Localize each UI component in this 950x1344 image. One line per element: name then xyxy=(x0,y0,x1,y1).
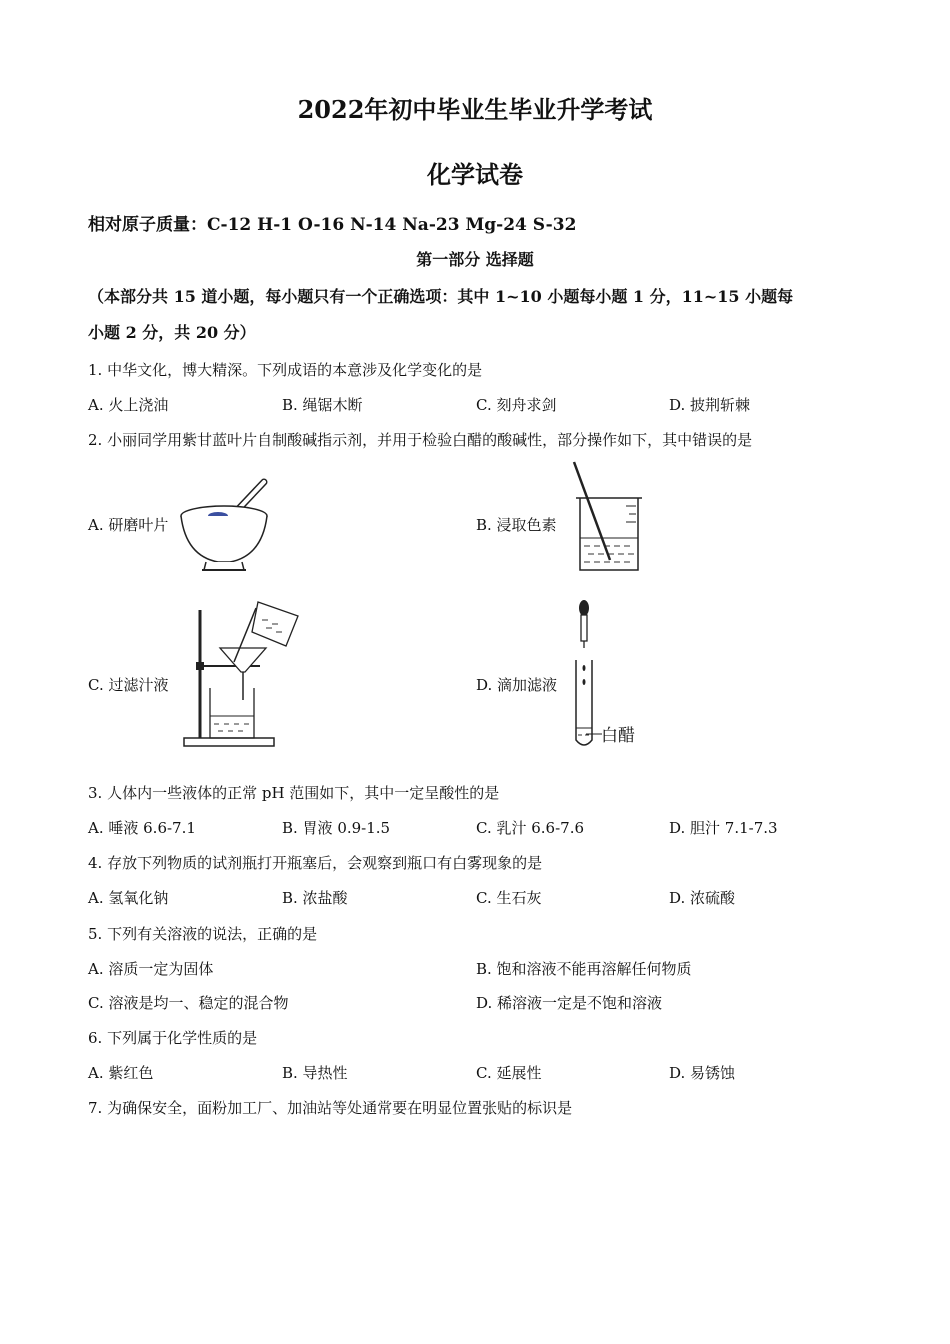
question-1-option-b: B. 绳锯木断 xyxy=(282,396,363,414)
question-2-option-d: D. 滴加滤液 xyxy=(476,676,558,694)
question-4-option-c: C. 生石灰 xyxy=(476,889,542,907)
exam-title: 2022年初中毕业生毕业升学考试 xyxy=(297,95,653,124)
mortar-pestle-figure xyxy=(178,474,270,576)
vinegar-label: 白醋 xyxy=(601,726,635,745)
question-7-stem: 7. 为确保安全，面粉加工厂、加油站等处通常要在明显位置张贴的标识是 xyxy=(88,1099,573,1117)
question-5-option-d: D. 稀溶液一定是不饱和溶液 xyxy=(476,994,663,1012)
question-1-stem: 1. 中华文化，博大精深。下列成语的本意涉及化学变化的是 xyxy=(88,361,483,379)
question-6-option-c: C. 延展性 xyxy=(476,1064,542,1082)
question-5-stem: 5. 下列有关溶液的说法，正确的是 xyxy=(88,925,318,943)
question-5-option-b: B. 饱和溶液不能再溶解任何物质 xyxy=(476,960,692,978)
dropper-test-tube-figure xyxy=(566,598,650,752)
question-3-option-a: A. 唾液 6.6-7.1 xyxy=(88,819,196,837)
question-6-option-b: B. 导热性 xyxy=(282,1064,348,1082)
beaker-glass-rod-figure xyxy=(566,460,646,574)
question-3-option-c: C. 乳汁 6.6-7.6 xyxy=(476,819,585,837)
question-6-stem: 6. 下列属于化学性质的是 xyxy=(88,1029,258,1047)
question-2-option-c: C. 过滤汁液 xyxy=(88,676,169,694)
question-1-option-a: A. 火上浇油 xyxy=(88,396,169,414)
question-3-option-d: D. 胆汁 7.1-7.3 xyxy=(669,819,778,837)
question-6-option-d: D. 易锈蚀 xyxy=(669,1064,736,1082)
question-4-option-b: B. 浓盐酸 xyxy=(282,889,348,907)
question-2-option-b: B. 浸取色素 xyxy=(476,516,557,534)
question-4-option-d: D. 浓硫酸 xyxy=(669,889,736,907)
question-2-stem: 2. 小丽同学用紫甘蓝叶片自制酸碱指示剂，并用于检验白醋的酸碱性，部分操作如下，其中错误的是 xyxy=(88,431,753,449)
question-2-option-a: A. 研磨叶片 xyxy=(88,516,169,534)
question-1-option-c: C. 刻舟求剑 xyxy=(476,396,557,414)
question-4-option-a: A. 氢氧化钠 xyxy=(88,889,169,907)
question-3-stem: 3. 人体内一些液体的正常 pH 范围如下，其中一定呈酸性的是 xyxy=(88,784,500,802)
question-5-option-c: C. 溶液是均一、稳定的混合物 xyxy=(88,994,289,1012)
paper-subtitle: 化学试卷 xyxy=(427,160,523,189)
question-4-stem: 4. 存放下列物质的试剂瓶打开瓶塞后，会观察到瓶口有白雾现象的是 xyxy=(88,854,543,872)
part-title: 第一部分 选择题 xyxy=(416,250,534,269)
filtration-apparatus-figure xyxy=(182,600,302,750)
question-3-option-b: B. 胃液 0.9-1.5 xyxy=(282,819,391,837)
part-note-line1: （本部分共 15 道小题，每小题只有一个正确选项：其中 1~10 小题每小题 1 分，11~15 小题每 xyxy=(88,287,794,306)
part-note-line2: 小题 2 分，共 20 分） xyxy=(88,323,256,342)
atomic-masses: 相对原子质量：C-12 H-1 O-16 N-14 Na-23 Mg-24 S-32 xyxy=(88,215,577,235)
question-1-option-d: D. 披荆斩棘 xyxy=(669,396,751,414)
question-5-option-a: A. 溶质一定为固体 xyxy=(88,960,214,978)
question-6-option-a: A. 紫红色 xyxy=(88,1064,154,1082)
